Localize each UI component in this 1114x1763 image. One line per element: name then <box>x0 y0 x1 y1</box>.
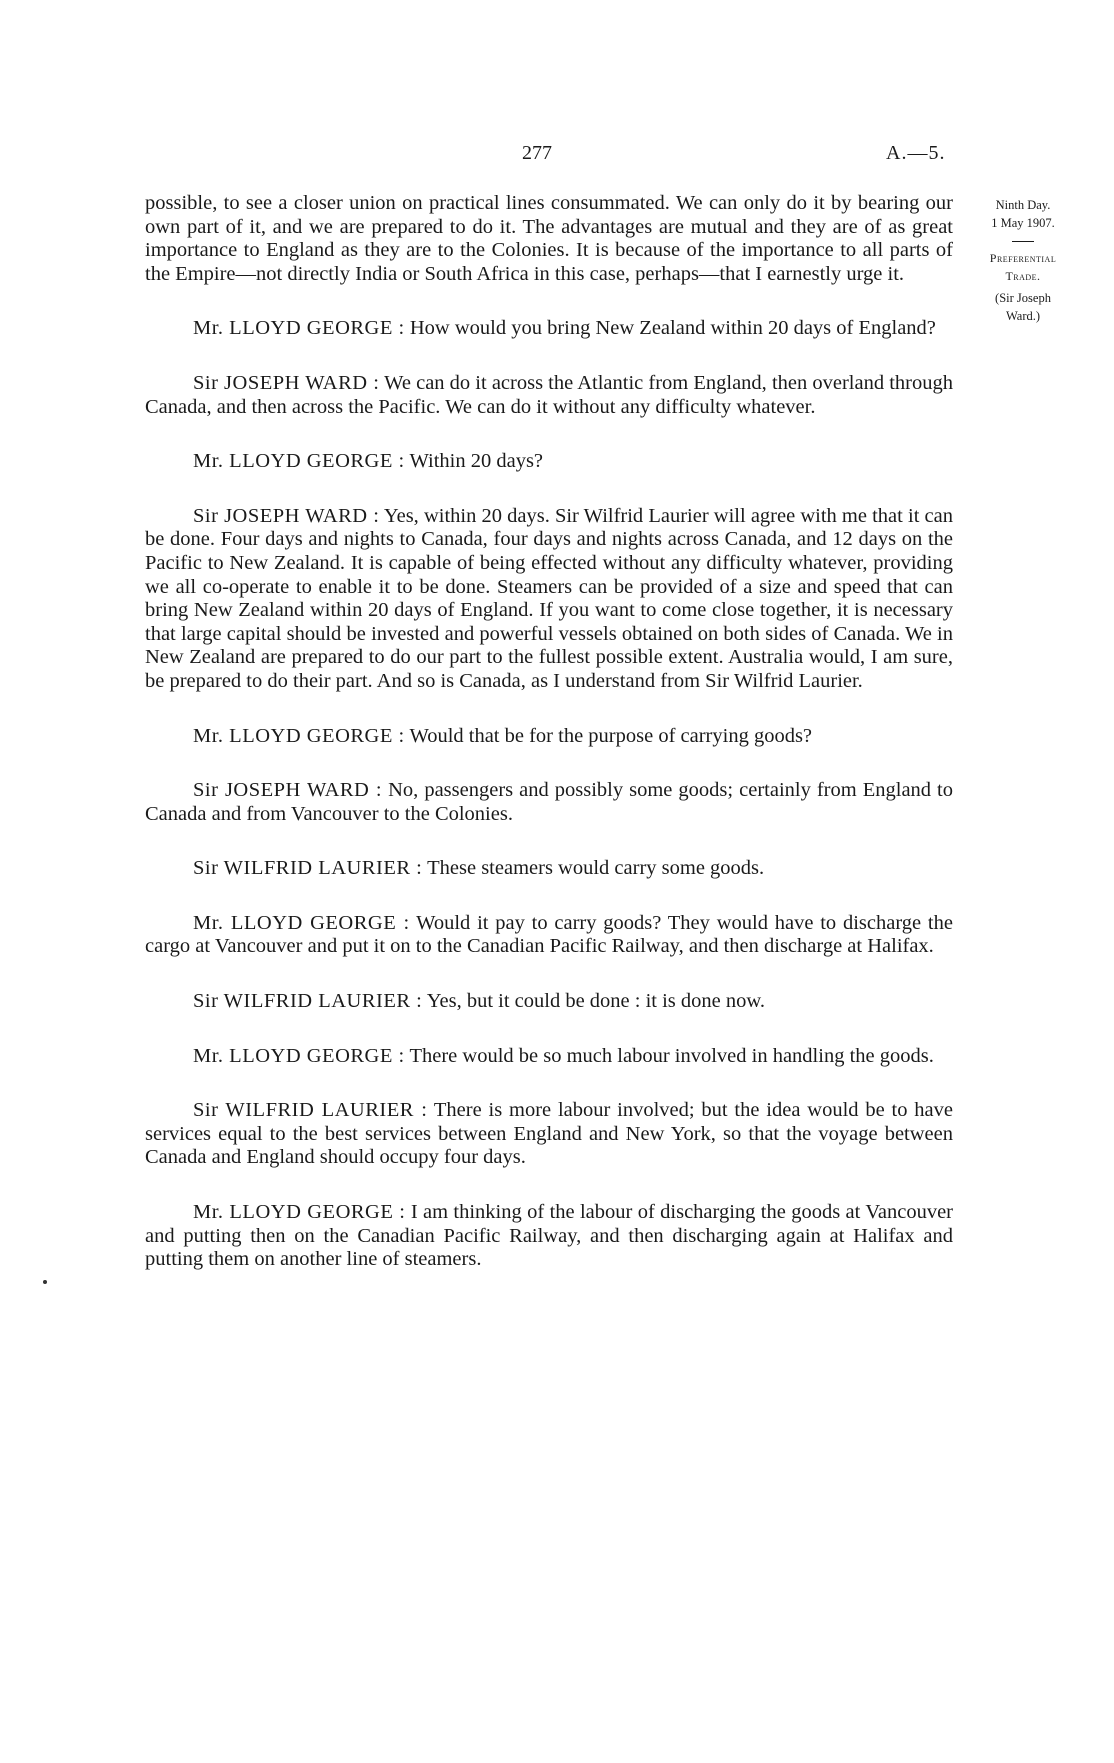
speaker-name: Mr. LLOYD GEORGE : <box>193 1201 406 1224</box>
margin-note-day: Ninth Day. <box>995 198 1051 212</box>
paragraph-text: No, passengers and possibly some goods; certainly from England to Canada and from Vancouver to the Colonies. <box>145 779 954 825</box>
paragraph-9 <box>145 990 953 1014</box>
paragraph-11 <box>145 1099 953 1170</box>
speaker-name: Mr. LLOYD GEORGE : <box>193 450 405 473</box>
paragraph-text: How would you bring New Zealand within 20 days of England? <box>409 317 936 340</box>
speaker-name: Mr. LLOYD GEORGE : <box>193 317 405 340</box>
print-speck <box>43 1280 47 1284</box>
speaker-name: Sir WILFRID LAURIER : <box>193 1099 428 1122</box>
paragraph-text: Within 20 days? <box>409 450 544 473</box>
speaker-name: Mr. LLOYD GEORGE : <box>193 1044 405 1067</box>
paragraph-6 <box>145 779 953 826</box>
margin-note-rule <box>1012 241 1034 242</box>
paragraph-text: There is more labour involved; but the idea would be to have services equal to the best services between England and New York, so that the voyage between Canada and England should occupy four days. <box>145 1099 953 1169</box>
paragraph-1 <box>145 317 953 341</box>
speaker-name: Sir WILFRID LAURIER : <box>193 857 423 880</box>
document-reference: A.—5. <box>886 142 946 164</box>
speaker-name: Mr. LLOYD GEORGE : <box>193 911 410 934</box>
speaker-name: Mr. LLOYD GEORGE : <box>193 724 405 747</box>
speaker-name: Sir WILFRID LAURIER : <box>193 990 423 1013</box>
paragraph-text: I am thinking of the labour of discharging the goods at Vancouver and putting then on the Canadian Pacific Railway, and then discharging again at Halifax and putting them on another line of steamers. <box>145 1201 953 1271</box>
margin-note-topic-line1: Preferential <box>989 251 1057 265</box>
margin-note-speaker-line1: (Sir Joseph <box>995 291 1051 305</box>
paragraph-text: We can do it across the Atlantic from England, then overland through Canada, and then across the Pacific. We can do it without any difficulty whatever. <box>145 371 953 418</box>
paragraph-12 <box>145 1201 953 1272</box>
paragraph-3 <box>145 450 953 474</box>
paragraph-2 <box>145 372 953 419</box>
margin-note-date: 1 May 1907. <box>991 216 1055 230</box>
speaker-name: Sir JOSEPH WARD : <box>193 779 383 802</box>
paragraph-text: Yes, within 20 days. Sir Wilfrid Laurier will agree with me that it can be done. Four days and nights to Canada, four days and nights across Canada, and 12 days on the Pacific to New Zealand. It is capable of being effected without any difficulty whatever, providing we all co-operate to enable it to be done. Steamers can be provided of a size and speed that can bring New Zealand within 20 days of England. If you want to come close together, it is necessary that large capital should be invested and powerful vessels obtained on both sides of Canada. We in New Zealand are prepared to do our part to the fullest possible extent. Australia would, I am sure, be prepared to do their part. And so is Canada, as I understand from Sir Wilfrid Laurier. <box>145 504 953 692</box>
paragraph-7 <box>145 857 953 881</box>
transcript-body <box>145 192 953 1303</box>
paragraph-5 <box>145 725 953 749</box>
margin-note <box>968 196 1078 325</box>
speaker-name: Sir JOSEPH WARD : <box>193 504 380 527</box>
page-number: 277 <box>522 142 552 164</box>
paragraph-10 <box>145 1045 953 1069</box>
paragraph-text: Would it pay to carry goods? They would have to discharge the cargo at Vancouver and put it on to the Canadian Pacific Railway, and then discharge at Halifax. <box>145 911 953 958</box>
paragraph-0 <box>145 192 953 286</box>
speaker-name: Sir JOSEPH WARD : <box>193 371 380 394</box>
paragraph-8 <box>145 912 953 959</box>
paragraph-text: Yes, but it could be done : it is done now. <box>426 990 765 1013</box>
paragraph-text: There would be so much labour involved in handling the goods. <box>409 1044 934 1067</box>
paragraph-text: These steamers would carry some goods. <box>427 857 765 880</box>
paragraph-text: Would that be for the purpose of carrying goods? <box>409 724 813 747</box>
margin-note-speaker-line2: Ward.) <box>1005 309 1041 323</box>
margin-note-topic-line2: Trade. <box>1005 269 1041 283</box>
paragraph-4 <box>145 505 953 694</box>
paragraph-text: possible, to see a closer union on practical lines consummated. We can only do it by bearing our own part of it, and we are prepared to do it. The advantages are mutual and they are of as great importance to England as they are to the Colonies. It is because of the importance to all parts of the Empire—not directly India or South Africa in this case, perhaps—that I earnestly urge it. <box>145 192 953 285</box>
